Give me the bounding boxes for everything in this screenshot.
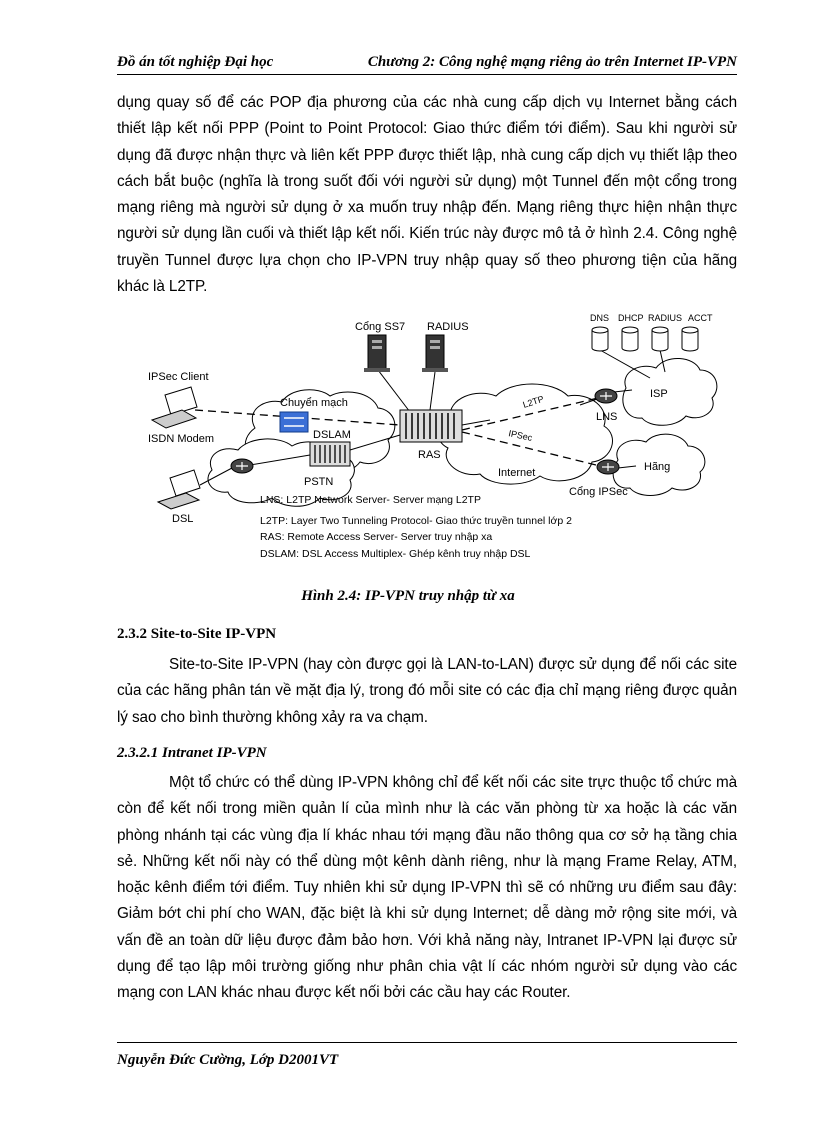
link-db-isp xyxy=(600,350,650,378)
header-left: Đồ án tốt nghiệp Đại học xyxy=(117,54,274,70)
legend-l2tp: L2TP: Layer Two Tunneling Protocol- Giao thức truyền tunnel lớp 2 xyxy=(260,515,572,527)
label-radius-db: RADIUS xyxy=(648,313,683,323)
label-ras: RAS xyxy=(418,449,441,461)
label-switching: Chuyển mạch xyxy=(280,397,348,409)
label-pstn: PSTN xyxy=(304,476,334,488)
legend-dslam: DSLAM: DSL Access Multiplex- Ghép kênh truy nhập DSL xyxy=(260,548,531,560)
link-ss7-ras xyxy=(378,370,410,412)
label-dsl: DSL xyxy=(172,513,194,525)
router-icon-lns xyxy=(595,389,617,403)
legend-ras: RAS: Remote Access Server- Server truy nhập xa xyxy=(260,531,493,543)
label-company: Hãng xyxy=(644,461,671,473)
intro-paragraph: dụng quay số để các POP địa phương của các nhà cung cấp dịch vụ Internet bằng cách thiết lập kết nối PPP (Point to Point Protocol: Giao thức điểm tới điểm). Sau khi người sử dụng đã được nhận thực và liên kết PPP được thiết lập, nhà cung cấp dịch vụ thiết lập theo cách bắt buộc (nghĩa là trong suốt đối với người sử dụng) một Tunnel đến một cổng trong mạng riêng mà người sử dụng ở xa muốn truy nhập đến. Mạng riêng thực hiện nhận thực người sử dụng lần cuối và thiết lập kết nối. Kiến trúc này được mô tả ở hình 2.4. Công nghệ truyền Tunnel được lựa chọn cho IP-VPN truy nhập quay số theo phương tiện của hãng khác là L2TP. xyxy=(117,94,737,296)
dslam-rack-icon xyxy=(310,442,350,466)
label-internet: Internet xyxy=(498,467,536,479)
section-232-title: 2.3.2 Site-to-Site IP-VPN xyxy=(117,626,277,642)
section-2321-text: Một tổ chức có thể dùng IP-VPN không chỉ để kết nối các site trực thuộc tổ chức mà còn để kết nối trong miền quản lí của mình như là các văn phòng từ xa hoặc là các văn phòng nhánh tại các vùng địa lí khác nhau tới mạng đầu não thông qua cơ sở hạ tầng chia sẻ. Những kết nối này có thể dùng một kênh dành riêng, như là mạng Frame Relay, ATM, hoặc kênh điểm tới điểm. Tuy nhiên khi sử dụng IP-VPN thì sẽ có những ưu điểm sau đây: Giảm bớt chi phí cho WAN, đặc biệt là khi sử dụng Internet; dễ dàng mở rộng site mới, và vấn đề an toàn dữ liệu được đảm bảo hơn. Với khả năng này, Intranet IP-VPN lại được sử dụng để tạo lập môi trường giống như phân chia vật lí các nhóm người sử dụng vào các mạng con LAN khác nhau được kết nối bởi các cầu hay các Router. xyxy=(117,774,737,1002)
figure-caption: Hình 2.4: IP-VPN truy nhập từ xa xyxy=(301,588,515,604)
page-footer: Nguyễn Đức Cường, Lớp D2001VT xyxy=(117,1052,339,1068)
label-dhcp: DHCP xyxy=(618,313,644,323)
dhcp-database-icon xyxy=(622,327,638,351)
label-dns: DNS xyxy=(590,313,610,323)
label-lns: LNS xyxy=(596,411,618,423)
label-ipsec-client: IPSec Client xyxy=(148,371,209,383)
radius-database-icon xyxy=(652,327,668,351)
router-icon-dsl xyxy=(231,459,253,473)
page-header xyxy=(117,52,737,75)
label-dslam: DSLAM xyxy=(313,429,351,441)
ss7-server-icon xyxy=(364,335,390,372)
label-l2tp: L2TP xyxy=(521,393,546,410)
footer-rule xyxy=(117,1042,737,1043)
network-diagram xyxy=(110,305,730,570)
isp-cloud xyxy=(623,358,717,425)
section-232-text: Site-to-Site IP-VPN (hay còn được gọi là LAN-to-LAN) được sử dụng để nối các site của các hãng phân tán về mặt địa lý, trong đó mỗi site có các địa chỉ mạng riêng được quản lý sao cho bình thường không xảy ra va chạm. xyxy=(117,656,737,726)
label-ipsec-gateway: Cổng IPSec xyxy=(569,486,628,498)
acct-database-icon xyxy=(682,327,698,351)
switch-icon xyxy=(280,412,308,432)
ras-rack-icon xyxy=(400,410,462,442)
dns-database-icon xyxy=(592,327,608,351)
dsl-laptop-icon xyxy=(158,470,200,509)
header-right: Chương 2: Công nghệ mạng riêng ảo trên Internet IP-VPN xyxy=(367,54,737,70)
label-ipsec: IPSec xyxy=(507,428,534,443)
section-2321-title: 2.3.2.1 Intranet IP-VPN xyxy=(117,745,267,761)
ipsec-client-laptop-icon xyxy=(152,387,197,428)
legend-lns: LNS: L2TP Network Server- Server mạng L2TP xyxy=(260,494,481,506)
router-icon-ipsec-gateway xyxy=(597,460,619,474)
radius-server-icon xyxy=(422,335,448,372)
link-radius-ras xyxy=(430,372,435,410)
label-ss7: Cổng SS7 xyxy=(355,321,406,333)
label-acct: ACCT xyxy=(688,313,713,323)
label-isdn: ISDN Modem xyxy=(148,433,215,445)
label-radius-server: RADIUS xyxy=(427,321,469,333)
label-isp: ISP xyxy=(650,388,668,400)
